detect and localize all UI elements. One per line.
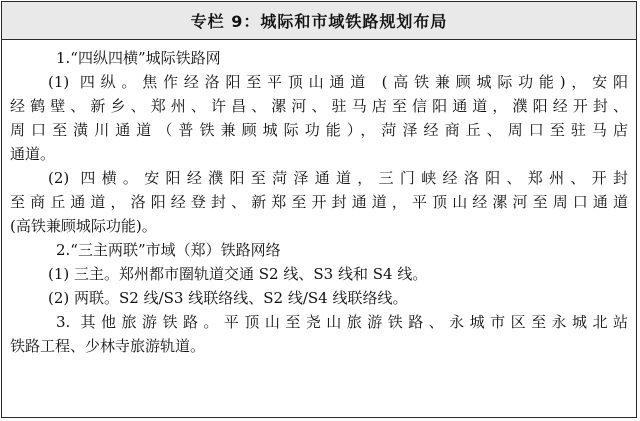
column-title-bar: [2, 2, 636, 40]
paragraph-line: 经鹤壁、新乡、郑州、许昌、漯河、驻马店至信阳通道，濮阳经开封、: [10, 97, 628, 115]
paragraph-line: 通道。: [10, 145, 56, 163]
column-title: 专栏 9：城际和市域铁路规划布局: [190, 12, 448, 31]
paragraph-line: 铁路工程、少林寺旅游轨道。: [10, 337, 206, 355]
paragraph-line: (1) 三主。郑州都市圈轨道交通 S2 线、S3 线和 S4 线。: [48, 265, 428, 283]
section-heading-1: 1.“四纵四横”城际铁路网: [56, 49, 221, 67]
paragraph-line: (2) 两联。S2 线/S3 线联络线、S2 线/S4 线联络线。: [48, 289, 408, 307]
column-body: [10, 46, 628, 358]
paragraph-line: (1) 四纵。焦作经洛阳至平顶山通道 (高铁兼顾城际功能)，安阳: [48, 73, 628, 91]
section-heading-2: 2.“三主两联”市域（郑）铁路网络: [56, 241, 281, 259]
paragraph-line: (2) 四横。安阳经濮阳至菏泽通道，三门峡经洛阳、郑州、开封: [48, 169, 628, 187]
paragraph-line: 至商丘通道，洛阳经登封、新郑至开封通道，平顶山经漯河至周口通道: [10, 193, 628, 211]
paragraph-line: 周口至潢川通道（普铁兼顾城际功能），菏泽经商丘、周口至驻马店: [10, 121, 628, 139]
paragraph-line: (高铁兼顾城际功能)。: [10, 217, 157, 235]
section-heading-3: 3. 其他旅游铁路。平顶山至尧山旅游铁路、永城市区至永城北站: [56, 313, 628, 331]
column-box: [1, 1, 637, 418]
